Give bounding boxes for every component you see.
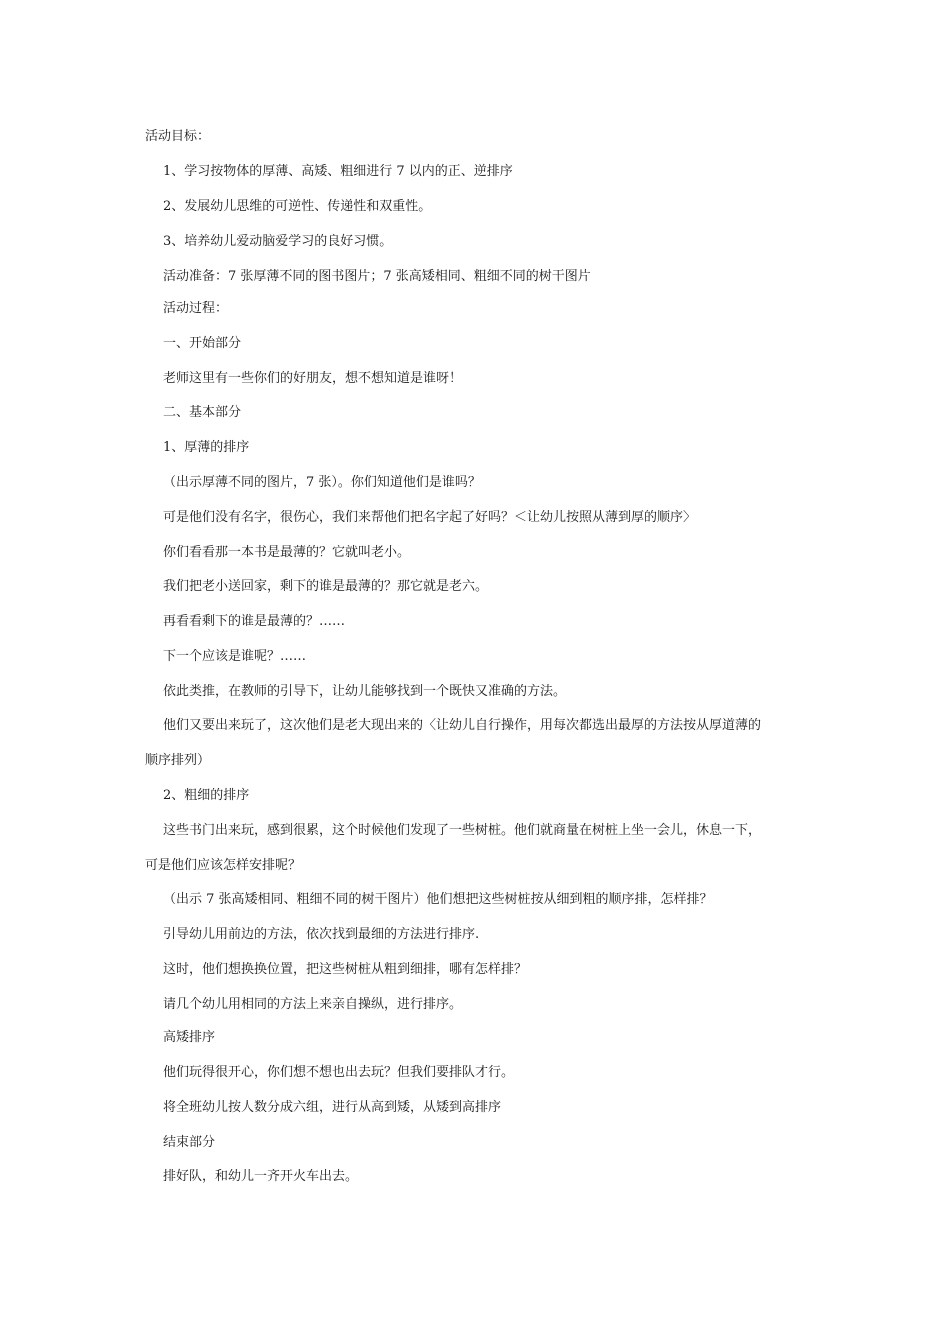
section2-paragraph: 请几个幼儿用相同的方法上来亲自操纵，进行排序。 [163,997,463,1012]
goals-heading: 活动目标： [145,129,211,144]
goal-item-3: 3、培养幼儿爱动脑爱学习的良好习惯。 [163,234,393,249]
section1-paragraph: 你们看看那一本书是最薄的？它就叫老小。 [163,545,411,560]
section2-paragraph: （出示 7 张高矮相同、粗细不同的树干图片）他们想把这些树桩按从细到粗的顺序排，怎样排？ [163,892,713,907]
section3-paragraph: 他们玩得很开心，你们想不想也出去玩？但我们要排队才行。 [163,1065,515,1080]
section1-paragraph: 我们把老小送回家，剩下的谁是最薄的？那它就是老六。 [163,579,489,594]
section2-paragraph: 这时，他们想换换位置，把这些树桩从粗到细排，哪有怎样排？ [163,962,528,977]
section3-paragraph: 将全班幼儿按人数分成六组，进行从高到矮，从矮到高排序 [163,1100,502,1115]
process-heading: 活动过程： [163,301,229,316]
section1-paragraph: 下一个应该是谁呢？…… [163,649,307,664]
section1-paragraph: 可是他们没有名字，很伤心，我们来帮他们把名字起了好吗？＜让幼儿按照从薄到厚的顺序〉 [163,510,697,525]
goal-item-1: 1、学习按物体的厚薄、高矮、粗细进行 7 以内的正、逆排序 [163,164,513,179]
section1-paragraph: （出示厚薄不同的图片，7 张）。你们知道他们是谁吗？ [163,475,481,490]
section2-paragraph: 引导幼儿用前边的方法，依次找到最细的方法进行排序. [163,927,480,942]
end-paragraph: 排好队，和幼儿一齐开火车出去。 [163,1169,359,1184]
part1-paragraph: 老师这里有一些你们的好朋友，想不想知道是谁呀！ [163,371,463,386]
part1-heading: 一、开始部分 [163,336,242,351]
section1-heading: 1、厚薄的排序 [163,440,250,455]
section3-heading: 高矮排序 [163,1030,216,1045]
section1-paragraph-line: 他们又要出来玩了，这次他们是老大现出来的〈让幼儿自行操作，用每次都选出最厚的方法按从厚道薄的 [163,718,762,733]
section2-paragraph-line: 这些书门出来玩，感到很累，这个时候他们发现了一些树桩。他们就商量在树桩上坐一会儿，休息一下， [163,823,762,838]
section1-paragraph-line: 顺序排列） [145,753,211,768]
section2-heading: 2、粗细的排序 [163,788,250,803]
section2-paragraph-line: 可是他们应该怎样安排呢？ [145,858,302,873]
section1-paragraph: 再看看剩下的谁是最薄的？…… [163,614,346,629]
section1-paragraph: 依此类推，在教师的引导下，让幼儿能够找到一个既快又准确的方法。 [163,684,567,699]
preparation-paragraph: 活动准备：7 张厚薄不同的图书图片；7 张高矮相同、粗细不同的树干图片 [163,269,591,284]
part2-heading: 二、基本部分 [163,405,242,420]
end-heading: 结束部分 [163,1135,216,1150]
goal-item-2: 2、发展幼儿思维的可逆性、传递性和双重性。 [163,199,432,214]
